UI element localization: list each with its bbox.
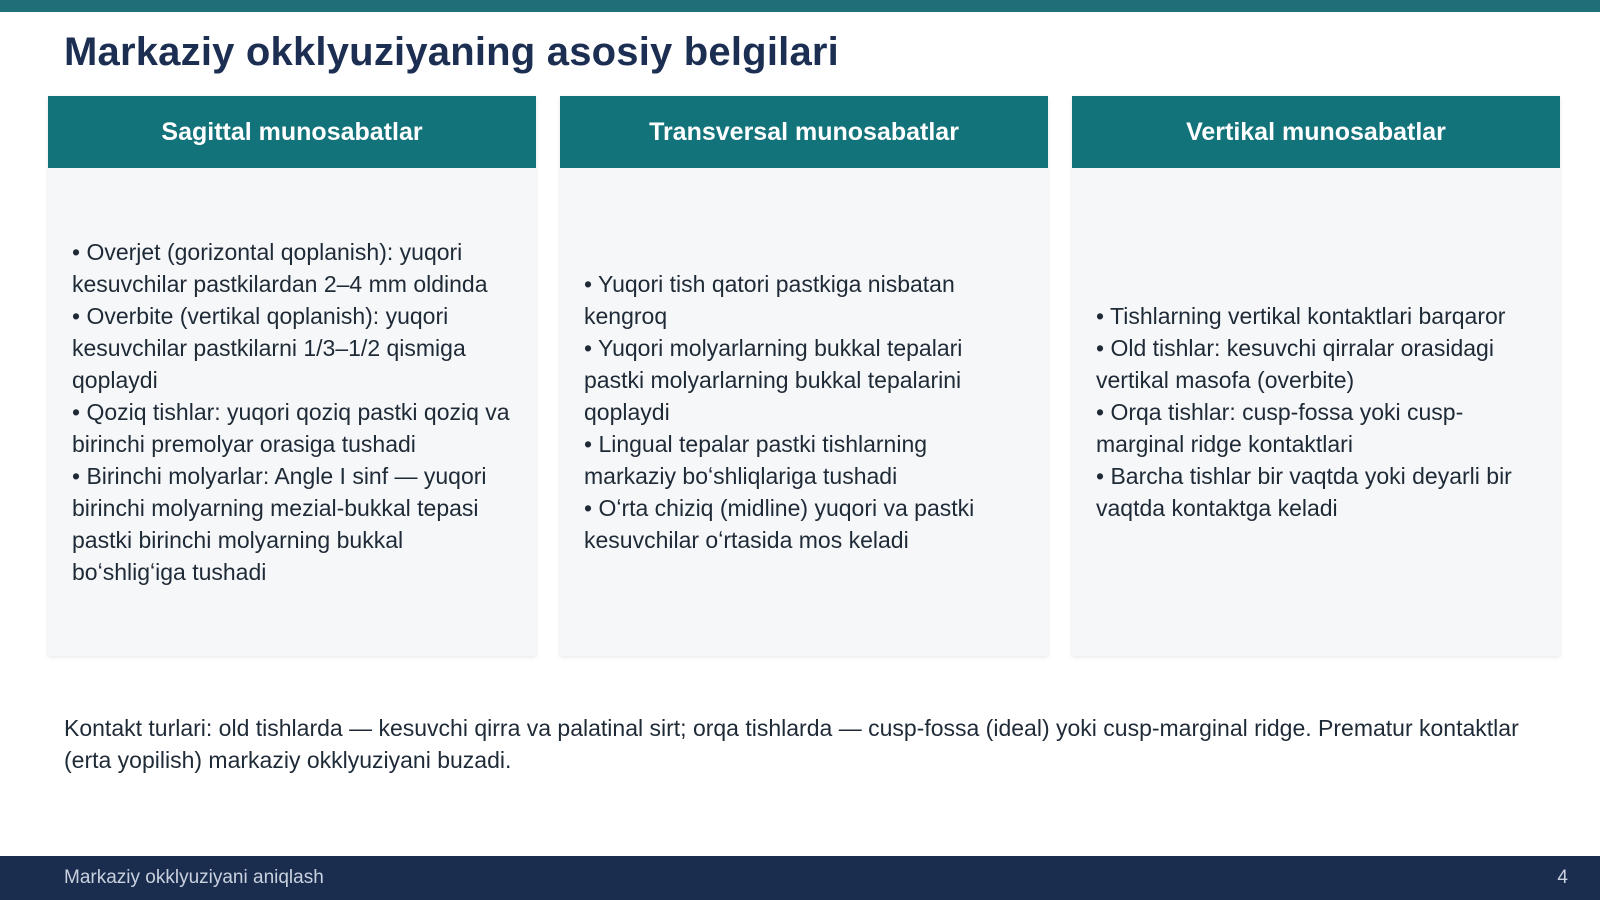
footer-title: Markaziy okklyuziyani aniqlash (64, 867, 324, 888)
bullet-item: • Old tishlar: kesuvchi qirralar orasidagi vertikal masofa (overbite) (1096, 335, 1494, 393)
bullet-item: • Qoziq tishlar: yuqori qoziq pastki qoziq va birinchi premolyar orasiga tushadi (72, 399, 510, 457)
columns-container (48, 96, 1560, 656)
card-header-transversal: Transversal munosabatlar (560, 96, 1048, 168)
card-sagittal (48, 96, 536, 656)
card-vertical (1072, 96, 1560, 656)
bullet-item: • Yuqori molyarlarning bukkal tepalari pastki molyarlarning bukkal tepalarini qoplaydi (584, 335, 963, 425)
bullet-item: • Yuqori tish qatori pastkiga nisbatan kengroq (584, 271, 955, 329)
card-body-vertical (1072, 168, 1560, 656)
card-header-vertical: Vertikal munosabatlar (1072, 96, 1560, 168)
bullet-item: • Orqa tishlar: cusp-fossa yoki cusp-marginal ridge kontaktlari (1096, 399, 1464, 457)
page-number: 4 (1557, 867, 1568, 888)
bullet-item: • Tishlarning vertikal kontaktlari barqaror (1096, 303, 1506, 329)
bullet-item: • Lingual tepalar pastki tishlarning markaziy boʻshliqlariga tushadi (584, 431, 928, 489)
bullet-item: • Overbite (vertikal qoplanish): yuqori kesuvchilar pastkilarni 1/3–1/2 qismiga qoplaydi (72, 303, 466, 393)
card-body-sagittal (48, 168, 536, 656)
contact-types-note: Kontakt turlari: old tishlarda — kesuvchi qirra va palatinal sirt; orqa tishlarda — cusp-fossa (ideal) yoki cusp-marginal ridge. Prematur kontaktlar (erta yopilish) markaziy okklyuziyani buzadi. (64, 715, 1519, 773)
slide-footer (0, 856, 1600, 900)
card-header-sagittal: Sagittal munosabatlar (48, 96, 536, 168)
slide-title: Markaziy okklyuziyaning asosiy belgilari (64, 30, 839, 74)
card-body-transversal (560, 168, 1048, 656)
bullet-item: • Oʻrta chiziq (midline) yuqori va pastki kesuvchilar oʻrtasida mos keladi (584, 495, 975, 553)
card-transversal (560, 96, 1048, 656)
bullet-item: • Overjet (gorizontal qoplanish): yuqori kesuvchilar pastkilardan 2–4 mm oldinda (72, 239, 488, 297)
bullet-item: • Birinchi molyarlar: Angle I sinf — yuqori birinchi molyarning mezial-bukkal tepasi pastki birinchi molyarning bukkal boʻshligʻiga tushadi (72, 463, 487, 585)
bullet-item: • Barcha tishlar bir vaqtda yoki deyarli bir vaqtda kontaktga keladi (1096, 463, 1512, 521)
top-accent-bar (0, 0, 1600, 12)
